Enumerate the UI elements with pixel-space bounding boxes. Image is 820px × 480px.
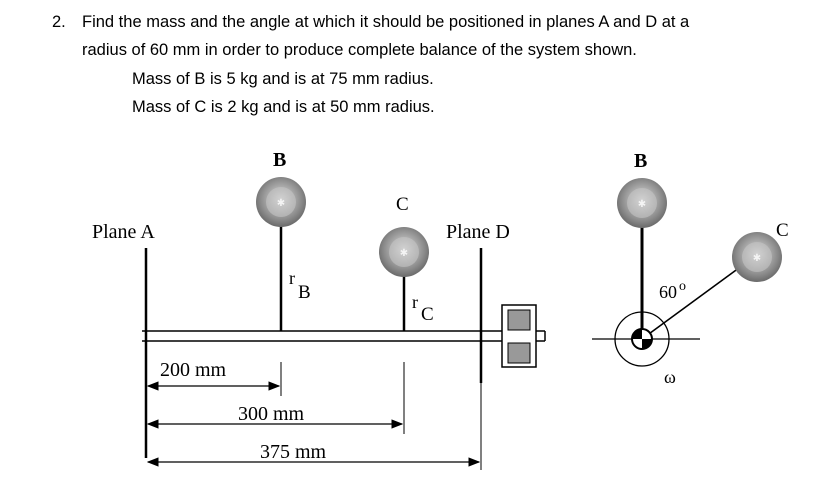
svg-text:✱: ✱ bbox=[276, 198, 286, 209]
bearing bbox=[502, 305, 536, 367]
dim-375-label: 375 mm bbox=[260, 441, 327, 463]
radius-c-subscript: C bbox=[421, 304, 434, 325]
given-mass-b: Mass of B is 5 kg and is at 75 mm radius. bbox=[132, 70, 434, 88]
mass-c-label: C bbox=[396, 194, 409, 215]
problem-text-line-2: radius of 60 mm in order to produce complete balance of the system shown. bbox=[82, 41, 637, 59]
end-view-arm-c bbox=[642, 265, 743, 339]
angle-degree-symbol: o bbox=[679, 279, 686, 294]
radius-b-r: r bbox=[289, 268, 295, 288]
radius-c-label bbox=[412, 292, 434, 325]
end-view-mass-b bbox=[617, 178, 667, 228]
problem-number: 2. bbox=[52, 13, 66, 31]
given-mass-c: Mass of C is 2 kg and is at 50 mm radius. bbox=[132, 98, 435, 116]
dim-300-label: 300 mm bbox=[238, 403, 305, 425]
svg-text:✱: ✱ bbox=[399, 248, 409, 259]
dim-200-label: 200 mm bbox=[160, 359, 227, 381]
radius-c-r: r bbox=[412, 292, 418, 312]
end-view-mass-c bbox=[732, 232, 782, 282]
end-view-b-label: B bbox=[634, 150, 648, 172]
radius-b-label bbox=[289, 268, 311, 303]
shaft bbox=[142, 331, 545, 341]
radius-b-subscript: B bbox=[298, 282, 311, 303]
plane-a-label: Plane A bbox=[92, 221, 155, 243]
angle-value: 60 bbox=[659, 282, 677, 302]
mass-b bbox=[256, 177, 306, 227]
plane-d-label: Plane D bbox=[446, 221, 510, 243]
omega-symbol: ω bbox=[664, 367, 676, 387]
svg-text:✱: ✱ bbox=[752, 253, 762, 264]
end-view-c-label: C bbox=[776, 220, 789, 241]
end-view bbox=[592, 150, 789, 387]
problem-text-line-1: Find the mass and the angle at which it should be positioned in planes A and D at a bbox=[82, 13, 690, 31]
svg-text:✱: ✱ bbox=[637, 199, 647, 210]
mass-c bbox=[379, 227, 429, 277]
mass-b-label: B bbox=[273, 149, 287, 171]
